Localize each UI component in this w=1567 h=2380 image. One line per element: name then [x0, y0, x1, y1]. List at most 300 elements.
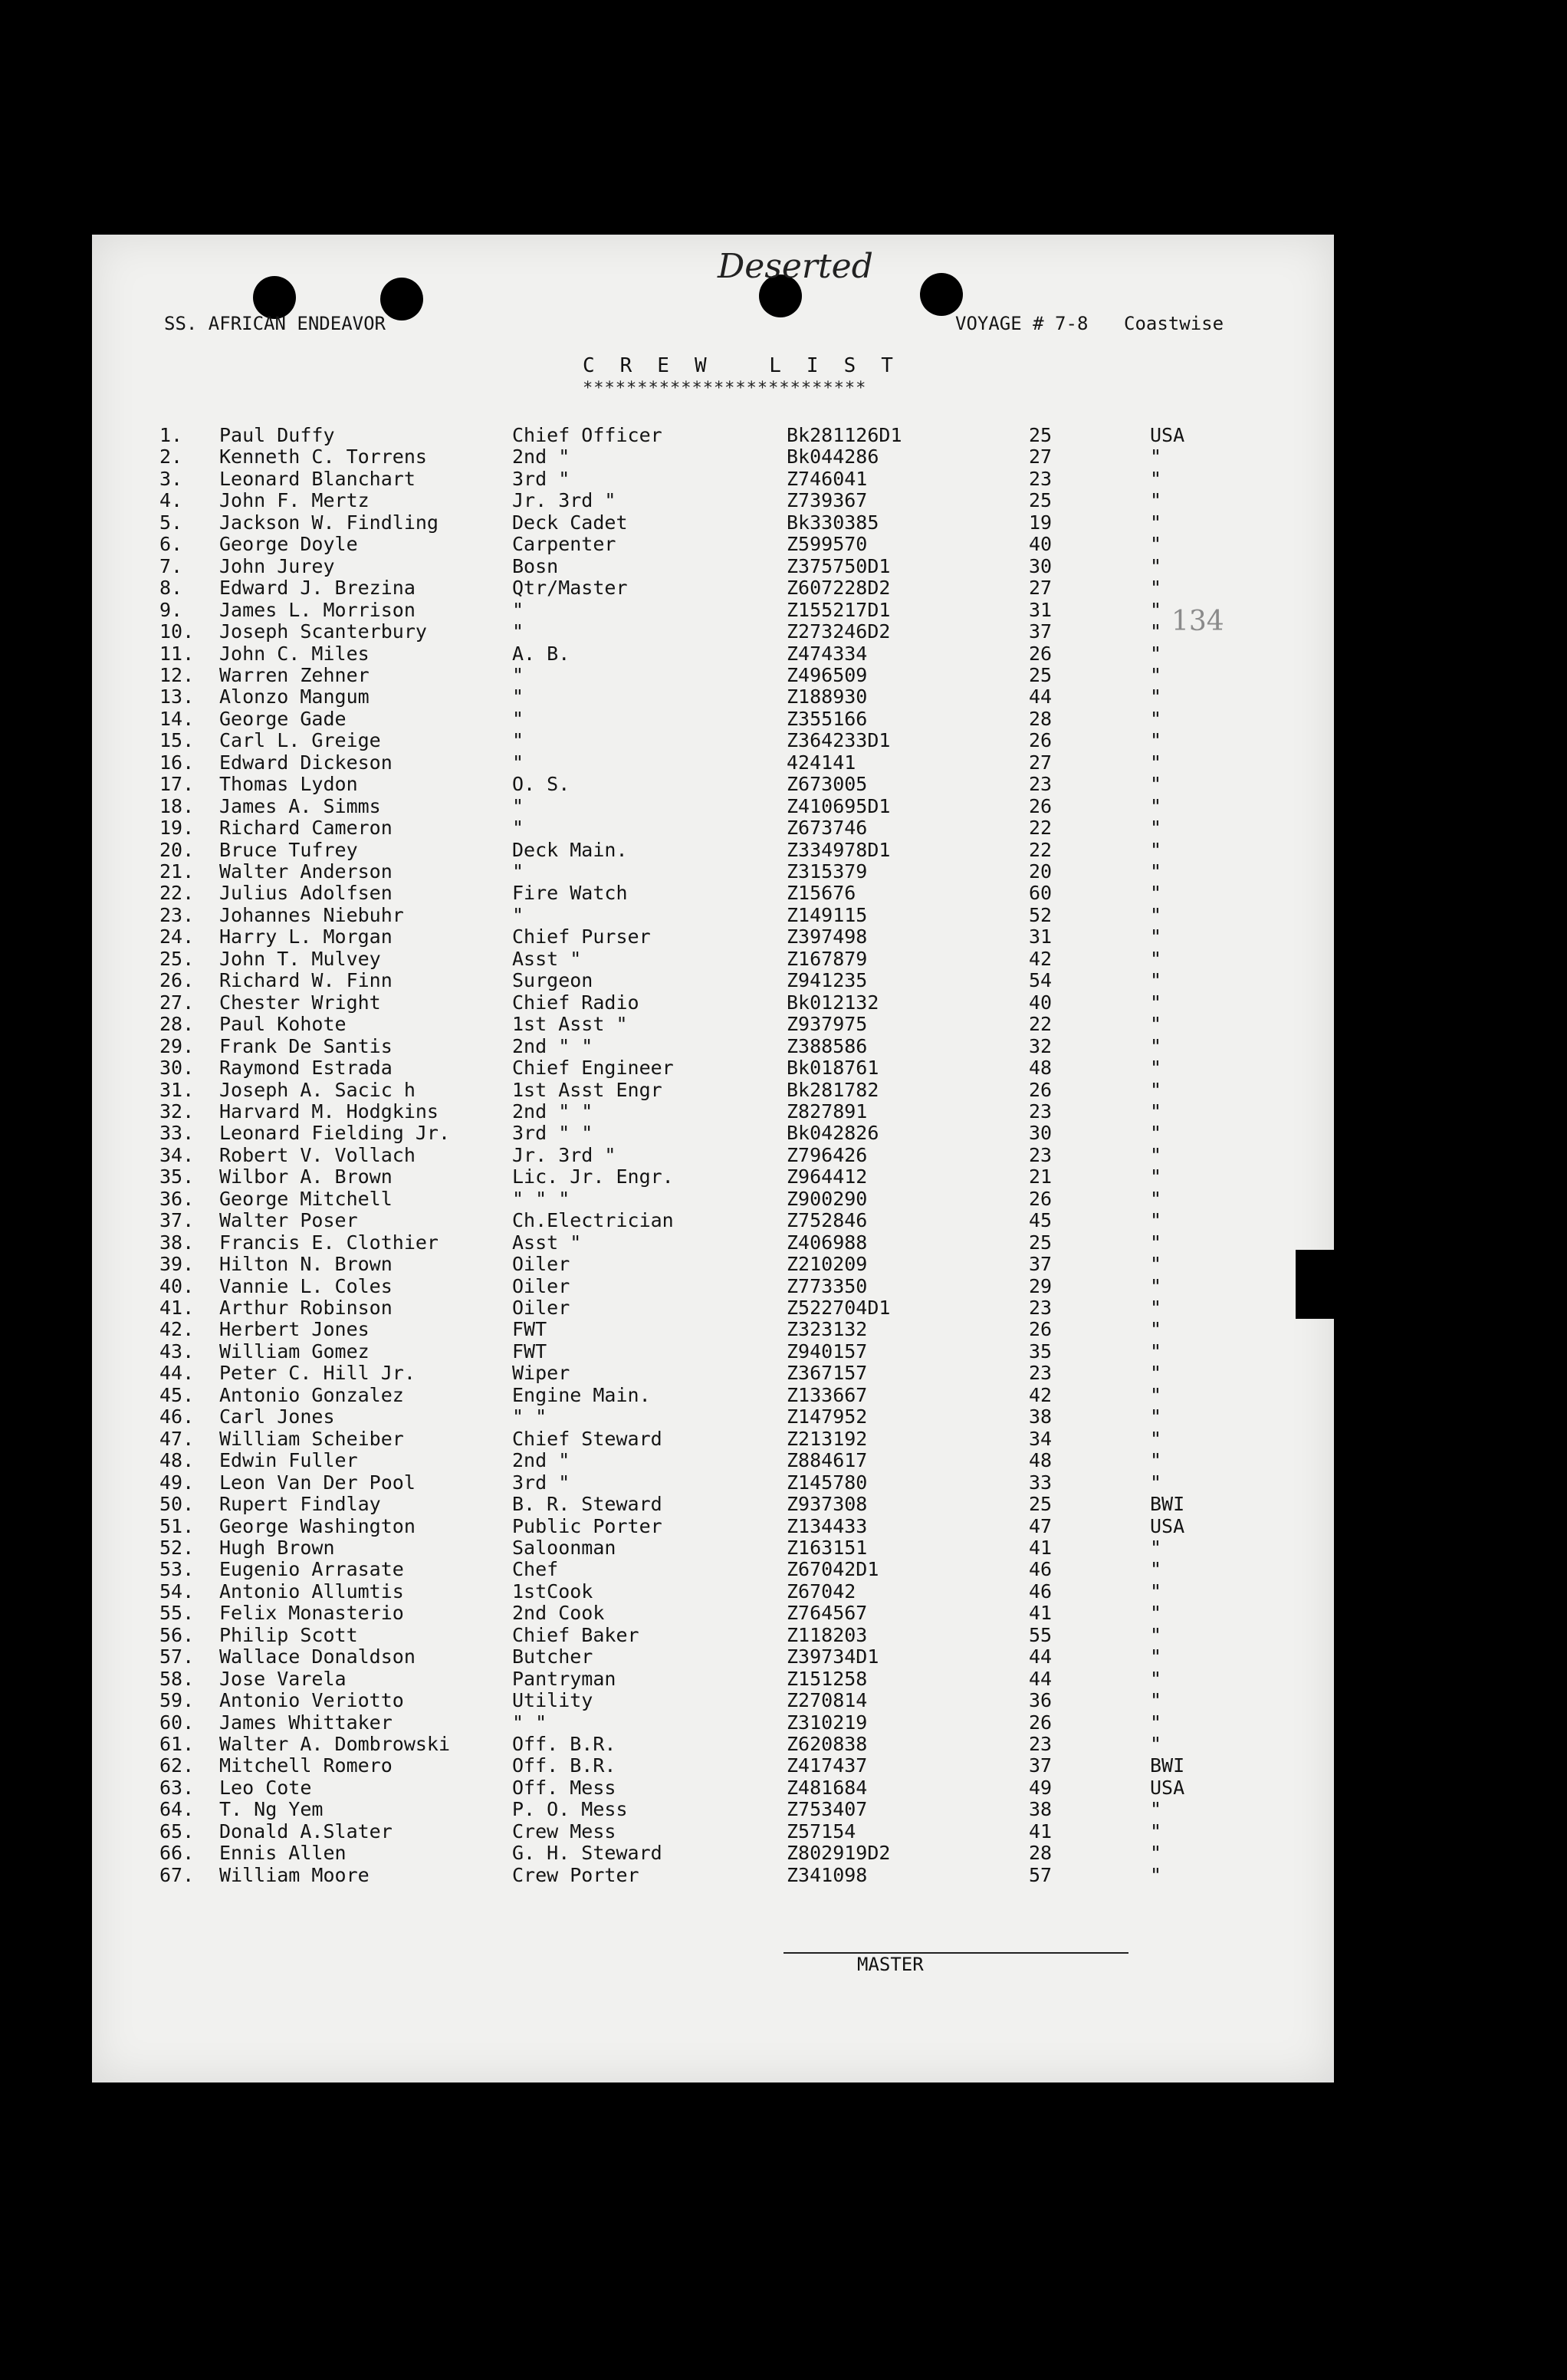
cell-rank: ": [512, 620, 524, 643]
table-row: [0, 883, 1303, 904]
table-row: [0, 1690, 1303, 1711]
cell-rank: Oiler: [512, 1297, 570, 1319]
cell-age: 25: [1029, 424, 1053, 446]
cell-name: Francis E. Clothier: [219, 1231, 439, 1254]
cell-rank: " ": [512, 1711, 547, 1734]
cell-nat: ": [1150, 445, 1162, 468]
cell-num: 33.: [159, 1122, 195, 1145]
cell-rank: P. O. Mess: [512, 1798, 628, 1821]
cell-rank: 2nd " ": [512, 1034, 593, 1057]
title-underline: **************************: [583, 379, 867, 398]
cell-num: 35.: [159, 1165, 195, 1188]
cell-age: 26: [1029, 642, 1053, 665]
cell-age: 22: [1029, 1013, 1053, 1036]
cell-book: Z57154: [787, 1820, 856, 1843]
cell-num: 42.: [159, 1318, 195, 1341]
cell-rank: A. B.: [512, 642, 570, 665]
cell-num: 48.: [159, 1449, 195, 1472]
cell-rank: Bosn: [512, 554, 559, 577]
cell-name: Frank De Santis: [219, 1034, 393, 1057]
cell-rank: Jr. 3rd ": [512, 1143, 616, 1166]
cell-name: Julius Adolfsen: [219, 882, 393, 905]
table-row: [0, 1166, 1303, 1188]
cell-rank: Qtr/Master: [512, 577, 628, 600]
cell-book: Z937975: [787, 1013, 868, 1036]
cell-nat: ": [1150, 598, 1162, 621]
cell-book: Z213192: [787, 1427, 868, 1450]
cell-age: 26: [1029, 1711, 1053, 1734]
cell-nat: ": [1150, 1558, 1162, 1581]
cell-nat: ": [1150, 1536, 1162, 1559]
cell-book: Z796426: [787, 1143, 868, 1166]
table-row: [0, 1276, 1303, 1297]
cell-nat: ": [1150, 707, 1162, 730]
cell-age: 22: [1029, 838, 1053, 861]
cell-book: Z397498: [787, 925, 868, 948]
cell-name: Harvard M. Hodgkins: [219, 1100, 439, 1123]
table-row: [0, 1014, 1303, 1035]
table-row: [0, 1341, 1303, 1363]
table-row: [0, 1319, 1303, 1340]
cell-age: 25: [1029, 489, 1053, 512]
cell-rank: ": [512, 794, 524, 817]
table-row: [0, 577, 1303, 599]
cell-num: 62.: [159, 1754, 195, 1777]
cell-rank: Off. Mess: [512, 1776, 616, 1799]
cell-nat: ": [1150, 577, 1162, 600]
cell-num: 66.: [159, 1842, 195, 1865]
cell-num: 36.: [159, 1187, 195, 1210]
cell-nat: USA: [1150, 424, 1185, 446]
cell-nat: ": [1150, 1623, 1162, 1646]
cell-nat: ": [1150, 1253, 1162, 1276]
cell-name: George Washington: [219, 1514, 416, 1537]
cell-name: Paul Kohote: [219, 1013, 347, 1036]
cell-name: Chester Wright: [219, 991, 381, 1014]
cell-book: Z753407: [787, 1798, 868, 1821]
cell-name: Robert V. Vollach: [219, 1143, 416, 1166]
cell-name: Thomas Lydon: [219, 773, 358, 796]
cell-rank: FWT: [512, 1318, 547, 1341]
cell-nat: ": [1150, 663, 1162, 686]
cell-name: George Gade: [219, 707, 347, 730]
cell-name: Rupert Findlay: [219, 1493, 381, 1516]
cell-name: Wilbor A. Brown: [219, 1165, 393, 1188]
cell-nat: ": [1150, 1143, 1162, 1166]
cell-name: Mitchell Romero: [219, 1754, 393, 1777]
cell-num: 1.: [159, 424, 183, 446]
cell-num: 13.: [159, 685, 195, 708]
cell-age: 26: [1029, 1078, 1053, 1101]
cell-name: Walter A. Dombrowski: [219, 1733, 451, 1755]
cell-num: 57.: [159, 1645, 195, 1668]
cell-rank: ": [512, 598, 524, 621]
table-row: [0, 1865, 1303, 1886]
cell-book: Z134433: [787, 1514, 868, 1537]
cell-book: Z323132: [787, 1318, 868, 1341]
table-row: [0, 1036, 1303, 1057]
cell-name: Kenneth C. Torrens: [219, 445, 427, 468]
cell-book: Z133667: [787, 1383, 868, 1406]
table-row: [0, 512, 1303, 534]
table-row: [0, 665, 1303, 686]
cell-nat: ": [1150, 1427, 1162, 1450]
cell-nat: ": [1150, 1274, 1162, 1297]
cell-age: 22: [1029, 817, 1053, 840]
cell-age: 19: [1029, 511, 1053, 534]
table-row: [0, 1123, 1303, 1144]
cell-name: Antonio Allumtis: [219, 1580, 404, 1603]
table-row: [0, 1777, 1303, 1799]
cell-name: Antonio Veriotto: [219, 1689, 404, 1712]
cell-age: 40: [1029, 533, 1053, 556]
cell-age: 27: [1029, 445, 1053, 468]
cell-book: Z802919D2: [787, 1842, 891, 1865]
document-title: CREW LIST: [583, 354, 918, 377]
cell-book: Z481684: [787, 1776, 868, 1799]
cell-nat: ": [1150, 1340, 1162, 1363]
cell-num: 8.: [159, 577, 183, 600]
signature-label: MASTER: [857, 1954, 924, 1975]
signature-line: [784, 1952, 1128, 1954]
cell-age: 25: [1029, 663, 1053, 686]
cell-name: Carl Jones: [219, 1405, 335, 1428]
cell-age: 46: [1029, 1580, 1053, 1603]
cell-rank: 3rd " ": [512, 1122, 593, 1145]
cell-name: Leonard Fielding Jr.: [219, 1122, 451, 1145]
cell-book: 424141: [787, 751, 856, 774]
cell-book: Z599570: [787, 533, 868, 556]
cell-name: John F. Mertz: [219, 489, 370, 512]
cell-age: 31: [1029, 598, 1053, 621]
cell-rank: Public Porter: [512, 1514, 662, 1537]
cell-rank: " " ": [512, 1187, 570, 1210]
cell-age: 41: [1029, 1536, 1053, 1559]
table-row: [0, 1210, 1303, 1231]
cell-rank: 2nd " ": [512, 1100, 593, 1123]
cell-num: 12.: [159, 663, 195, 686]
cell-num: 54.: [159, 1580, 195, 1603]
cell-name: Ennis Allen: [219, 1842, 347, 1865]
cell-book: Z341098: [787, 1863, 868, 1886]
cell-book: Z388586: [787, 1034, 868, 1057]
cell-nat: ": [1150, 554, 1162, 577]
cell-age: 46: [1029, 1558, 1053, 1581]
cell-book: Z273246D2: [787, 620, 891, 643]
table-row: [0, 1734, 1303, 1755]
cell-nat: ": [1150, 1863, 1162, 1886]
cell-age: 25: [1029, 1231, 1053, 1254]
cell-nat: BWI: [1150, 1493, 1185, 1516]
cell-name: Hugh Brown: [219, 1536, 335, 1559]
cell-age: 47: [1029, 1514, 1053, 1537]
cell-nat: ": [1150, 489, 1162, 512]
cell-rank: Off. B.R.: [512, 1754, 616, 1777]
cell-book: Z673746: [787, 817, 868, 840]
cell-book: Z746041: [787, 467, 868, 490]
cell-rank: Chief Officer: [512, 424, 662, 446]
cell-book: Z607228D2: [787, 577, 891, 600]
table-row: [0, 425, 1303, 446]
cell-nat: ": [1150, 1733, 1162, 1755]
cell-num: 52.: [159, 1536, 195, 1559]
cell-age: 48: [1029, 1057, 1053, 1080]
cell-nat: BWI: [1150, 1754, 1185, 1777]
cell-age: 44: [1029, 1645, 1053, 1668]
cell-age: 37: [1029, 1253, 1053, 1276]
cell-num: 29.: [159, 1034, 195, 1057]
cell-rank: Chief Engineer: [512, 1057, 674, 1080]
cell-num: 46.: [159, 1405, 195, 1428]
cell-age: 48: [1029, 1449, 1053, 1472]
table-row: [0, 446, 1303, 468]
table-row: [0, 1232, 1303, 1254]
cell-book: Z155217D1: [787, 598, 891, 621]
cell-rank: Chief Radio: [512, 991, 639, 1014]
cell-book: Z145780: [787, 1471, 868, 1494]
cell-num: 2.: [159, 445, 183, 468]
cell-nat: ": [1150, 1318, 1162, 1341]
cell-book: Z937308: [787, 1493, 868, 1516]
cell-rank: Lic. Jr. Engr.: [512, 1165, 674, 1188]
cell-name: Edwin Fuller: [219, 1449, 358, 1472]
cell-book: Bk044286: [787, 445, 879, 468]
cell-book: Z673005: [787, 773, 868, 796]
cell-age: 21: [1029, 1165, 1053, 1188]
cell-nat: ": [1150, 1471, 1162, 1494]
cell-nat: ": [1150, 642, 1162, 665]
cell-book: Z67042: [787, 1580, 856, 1603]
cell-book: Z375750D1: [787, 554, 891, 577]
cell-age: 37: [1029, 1754, 1053, 1777]
cell-nat: ": [1150, 729, 1162, 752]
cell-rank: Carpenter: [512, 533, 616, 556]
cell-name: Alonzo Mangum: [219, 685, 370, 708]
cell-num: 63.: [159, 1776, 195, 1799]
cell-age: 23: [1029, 1100, 1053, 1123]
cell-age: 23: [1029, 1733, 1053, 1755]
cell-nat: ": [1150, 467, 1162, 490]
cell-rank: Wiper: [512, 1362, 570, 1385]
cell-book: Z118203: [787, 1623, 868, 1646]
cell-book: Z163151: [787, 1536, 868, 1559]
table-row: [0, 1581, 1303, 1603]
table-row: [0, 1668, 1303, 1690]
cell-nat: ": [1150, 947, 1162, 970]
cell-age: 60: [1029, 882, 1053, 905]
cell-book: Z773350: [787, 1274, 868, 1297]
cell-name: George Doyle: [219, 533, 358, 556]
cell-age: 42: [1029, 1383, 1053, 1406]
cell-rank: Fire Watch: [512, 882, 628, 905]
cell-book: Z884617: [787, 1449, 868, 1472]
cell-name: Harry L. Morgan: [219, 925, 393, 948]
table-row: [0, 1843, 1303, 1864]
cell-nat: ": [1150, 1580, 1162, 1603]
cell-rank: ": [512, 685, 524, 708]
cell-num: 32.: [159, 1100, 195, 1123]
cell-num: 3.: [159, 467, 183, 490]
cell-nat: ": [1150, 1689, 1162, 1712]
table-row: [0, 905, 1303, 926]
cell-book: Z149115: [787, 903, 868, 926]
cell-nat: ": [1150, 1405, 1162, 1428]
table-row: [0, 817, 1303, 839]
cell-nat: ": [1150, 860, 1162, 883]
cell-book: Z406988: [787, 1231, 868, 1254]
cell-age: 27: [1029, 751, 1053, 774]
cell-name: Arthur Robinson: [219, 1297, 393, 1319]
cell-age: 45: [1029, 1209, 1053, 1232]
cell-rank: FWT: [512, 1340, 547, 1363]
cell-name: Jose Varela: [219, 1667, 347, 1690]
cell-name: John C. Miles: [219, 642, 370, 665]
cell-num: 5.: [159, 511, 183, 534]
table-row: [0, 1712, 1303, 1734]
cell-num: 41.: [159, 1297, 195, 1319]
cell-nat: ": [1150, 925, 1162, 948]
table-row: [0, 1428, 1303, 1450]
cell-rank: B. R. Steward: [512, 1493, 662, 1516]
cell-rank: 3rd ": [512, 467, 570, 490]
cell-num: 17.: [159, 773, 195, 796]
cell-book: Z522704D1: [787, 1297, 891, 1319]
cell-name: Warren Zehner: [219, 663, 370, 686]
cell-rank: Crew Porter: [512, 1863, 639, 1886]
cell-name: Peter C. Hill Jr.: [219, 1362, 416, 1385]
cell-age: 23: [1029, 467, 1053, 490]
cell-num: 26.: [159, 969, 195, 992]
cell-rank: Ch.Electrician: [512, 1209, 674, 1232]
table-row: [0, 1646, 1303, 1668]
cell-nat: ": [1150, 817, 1162, 840]
table-row: [0, 1494, 1303, 1515]
table-row: [0, 1188, 1303, 1210]
cell-num: 23.: [159, 903, 195, 926]
cell-age: 32: [1029, 1034, 1053, 1057]
cell-book: Z15676: [787, 882, 856, 905]
cell-num: 22.: [159, 882, 195, 905]
cell-age: 52: [1029, 903, 1053, 926]
cell-name: James Whittaker: [219, 1711, 393, 1734]
cell-name: Leo Cote: [219, 1776, 312, 1799]
cell-rank: 2nd ": [512, 1449, 570, 1472]
cell-name: William Gomez: [219, 1340, 370, 1363]
cell-age: 30: [1029, 554, 1053, 577]
cell-nat: ": [1150, 1013, 1162, 1036]
cell-rank: Crew Mess: [512, 1820, 616, 1843]
cell-book: Z67042D1: [787, 1558, 879, 1581]
cell-age: 38: [1029, 1798, 1053, 1821]
table-row: [0, 468, 1303, 490]
cell-num: 20.: [159, 838, 195, 861]
cell-num: 34.: [159, 1143, 195, 1166]
cell-rank: 2nd Cook: [512, 1602, 605, 1625]
cell-nat: ": [1150, 882, 1162, 905]
cell-nat: ": [1150, 969, 1162, 992]
cell-name: Leon Van Der Pool: [219, 1471, 416, 1494]
cell-rank: Asst ": [512, 1231, 582, 1254]
cell-rank: Surgeon: [512, 969, 593, 992]
cell-num: 38.: [159, 1231, 195, 1254]
cell-name: T. Ng Yem: [219, 1798, 324, 1821]
cell-num: 47.: [159, 1427, 195, 1450]
punch-hole: [380, 278, 423, 321]
cell-name: Joseph A. Sacic h: [219, 1078, 416, 1101]
table-row: [0, 643, 1303, 665]
cell-book: Z167879: [787, 947, 868, 970]
cell-num: 45.: [159, 1383, 195, 1406]
cell-book: Z739367: [787, 489, 868, 512]
cell-age: 23: [1029, 1143, 1053, 1166]
cell-num: 67.: [159, 1863, 195, 1886]
cell-num: 14.: [159, 707, 195, 730]
cell-age: 29: [1029, 1274, 1053, 1297]
punch-hole: [920, 273, 963, 316]
table-row: [0, 730, 1303, 751]
table-row: [0, 796, 1303, 817]
cell-rank: 3rd ": [512, 1471, 570, 1494]
cell-name: Johannes Niebuhr: [219, 903, 404, 926]
cell-num: 9.: [159, 598, 183, 621]
cell-nat: ": [1150, 1711, 1162, 1734]
cell-age: 23: [1029, 1362, 1053, 1385]
cell-age: 26: [1029, 729, 1053, 752]
table-row: [0, 774, 1303, 795]
cell-nat: ": [1150, 533, 1162, 556]
cell-name: Bruce Tufrey: [219, 838, 358, 861]
cell-age: 33: [1029, 1471, 1053, 1494]
cell-nat: ": [1150, 1122, 1162, 1145]
table-row: [0, 1516, 1303, 1537]
cell-rank: 1st Asst ": [512, 1013, 628, 1036]
cell-age: 36: [1029, 1689, 1053, 1712]
cell-name: Donald A.Slater: [219, 1820, 393, 1843]
cell-book: Z355166: [787, 707, 868, 730]
cell-num: 49.: [159, 1471, 195, 1494]
cell-num: 59.: [159, 1689, 195, 1712]
table-row: [0, 948, 1303, 970]
cell-num: 6.: [159, 533, 183, 556]
cell-rank: Saloonman: [512, 1536, 616, 1559]
cell-name: Walter Anderson: [219, 860, 393, 883]
table-row: [0, 1755, 1303, 1777]
cell-rank: Asst ": [512, 947, 582, 970]
cell-rank: O. S.: [512, 773, 570, 796]
cell-rank: ": [512, 860, 524, 883]
cell-num: 28.: [159, 1013, 195, 1036]
cell-age: 40: [1029, 991, 1053, 1014]
cell-age: 54: [1029, 969, 1053, 992]
cell-num: 18.: [159, 794, 195, 817]
cell-age: 42: [1029, 947, 1053, 970]
table-row: [0, 1080, 1303, 1101]
table-row: [0, 1625, 1303, 1646]
cell-name: Richard Cameron: [219, 817, 393, 840]
cell-name: William Moore: [219, 1863, 370, 1886]
table-row: [0, 1450, 1303, 1471]
table-row: [0, 1559, 1303, 1580]
cell-num: 50.: [159, 1493, 195, 1516]
cell-book: Bk281126D1: [787, 424, 902, 446]
cell-age: 44: [1029, 1667, 1053, 1690]
cell-book: Z188930: [787, 685, 868, 708]
cell-num: 21.: [159, 860, 195, 883]
cell-num: 43.: [159, 1340, 195, 1363]
cell-age: 37: [1029, 620, 1053, 643]
cell-age: 44: [1029, 685, 1053, 708]
cell-book: Z334978D1: [787, 838, 891, 861]
